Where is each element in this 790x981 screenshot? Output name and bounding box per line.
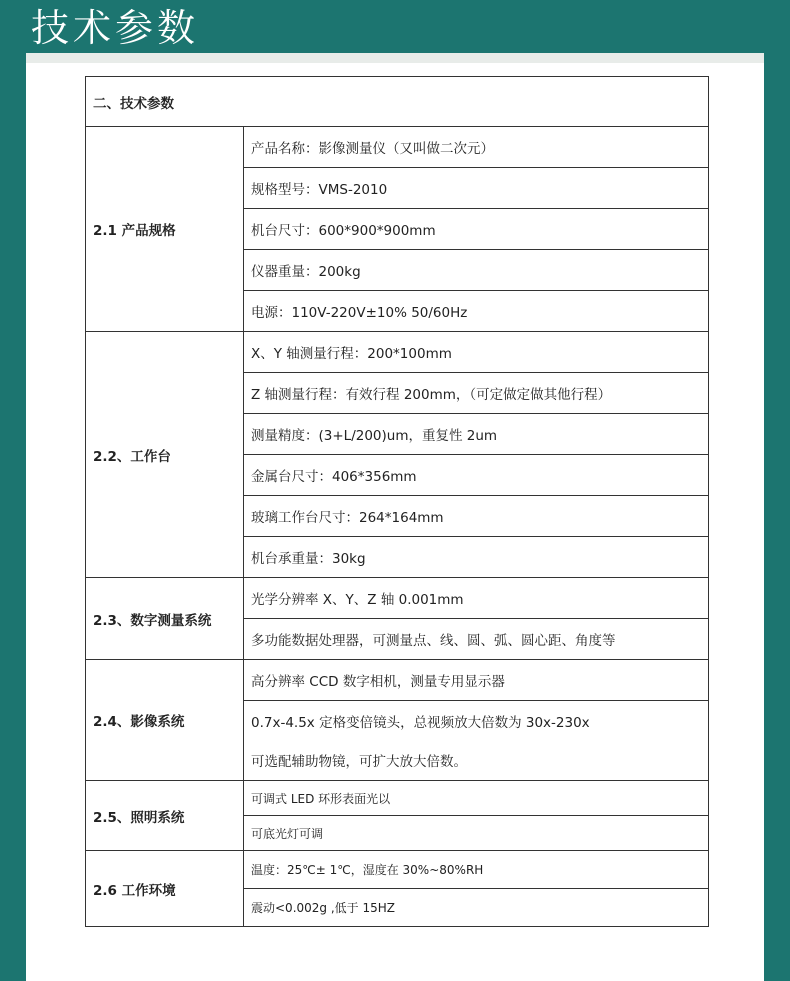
spec-item: 可底光灯可调 <box>244 816 709 851</box>
section-label: 2.3、数字测量系统 <box>86 578 244 660</box>
spec-item-multiline <box>244 701 709 781</box>
section-label: 2.2、工作台 <box>86 332 244 578</box>
spec-item: 多功能数据处理器，可测量点、线、圆、弧、圆心距、角度等 <box>244 619 709 660</box>
spec-table <box>85 76 709 927</box>
spec-line: 可选配辅助物镜，可扩大放大倍数。 <box>251 754 467 771</box>
content-panel <box>26 53 764 981</box>
spec-item: X、Y 轴测量行程：200*100mm <box>244 332 709 373</box>
page-title: 技术参数 <box>31 6 200 50</box>
panel-top-strip <box>26 53 764 63</box>
table-title: 二、技术参数 <box>86 77 709 127</box>
spec-item: 玻璃工作台尺寸：264*164mm <box>244 496 709 537</box>
spec-item: 温度：25℃± 1℃，湿度在 30%~80%RH <box>244 851 709 889</box>
spec-item: 规格型号：VMS-2010 <box>244 168 709 209</box>
section-label: 2.4、影像系统 <box>86 660 244 781</box>
spec-item: 机台承重量：30kg <box>244 537 709 578</box>
section-label: 2.5、照明系统 <box>86 781 244 851</box>
spec-item: 震动<0.002g ,低于 15HZ <box>244 889 709 927</box>
spec-item: Z 轴测量行程：有效行程 200mm，（可定做定做其他行程） <box>244 373 709 414</box>
spec-item: 产品名称：影像测量仪（又叫做二次元） <box>244 127 709 168</box>
spec-item: 光学分辨率 X、Y、Z 轴 0.001mm <box>244 578 709 619</box>
section-label: 2.6 工作环境 <box>86 851 244 927</box>
spec-item: 测量精度：(3+L/200)um，重复性 2um <box>244 414 709 455</box>
section-label: 2.1 产品规格 <box>86 127 244 332</box>
spec-line: 0.7x-4.5x 定格变倍镜头，总视频放大倍数为 30x-230x <box>251 714 590 731</box>
spec-item: 电源：110V-220V±10% 50/60Hz <box>244 291 709 332</box>
spec-item: 机台尺寸：600*900*900mm <box>244 209 709 250</box>
spec-item: 金属台尺寸：406*356mm <box>244 455 709 496</box>
spec-item: 可调式 LED 环形表面光以 <box>244 781 709 816</box>
spec-item: 仪器重量：200kg <box>244 250 709 291</box>
spec-item: 高分辨率 CCD 数字相机，测量专用显示器 <box>244 660 709 701</box>
